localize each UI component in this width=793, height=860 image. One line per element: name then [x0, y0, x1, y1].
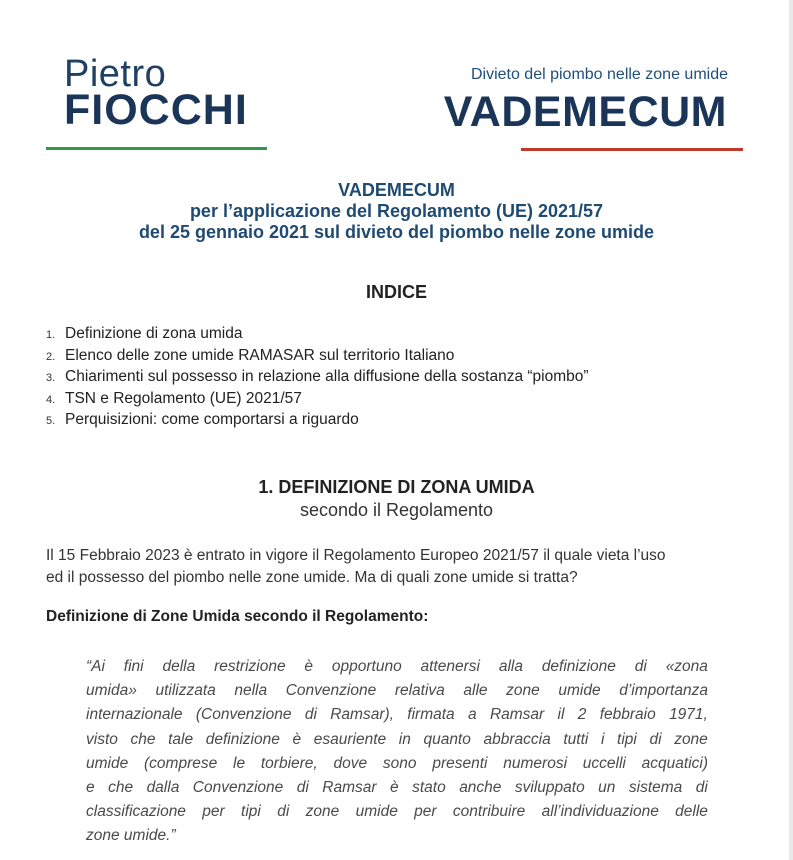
index-item	[46, 390, 589, 412]
index-item	[46, 368, 589, 390]
title-line-2: per l’applicazione del Regolamento (UE) 2021/57	[189, 201, 604, 221]
quote-word: abbraccia	[483, 730, 551, 748]
page-edge	[789, 0, 793, 860]
quote-word: fini	[123, 658, 144, 675]
quote-word: opportuno	[331, 658, 402, 675]
quote-line	[86, 703, 708, 727]
quote-word: numerosi	[503, 754, 568, 772]
index-item-label: Elenco delle zone umide RAMASAR sul territorio Italiano	[65, 346, 455, 364]
quote-line	[86, 679, 708, 703]
quote-word: anche	[459, 779, 502, 797]
quote-word: all’individuazione	[541, 803, 659, 821]
intro-paragraph	[46, 545, 756, 589]
definition-heading: Definizione di Zone Umida secondo il Regolamento:	[46, 608, 429, 625]
quote-word: tipi	[617, 730, 637, 748]
quote-word: per	[202, 803, 225, 821]
quote-word: Ramsar	[489, 706, 545, 724]
header-title: VADEMECUM	[443, 88, 727, 136]
quote-word: i	[600, 730, 605, 748]
quote-word: le	[233, 754, 246, 772]
quote-word: sistema	[628, 779, 683, 797]
quote-word: tutti	[563, 730, 589, 748]
quote-word: acquatici)	[641, 754, 708, 772]
quote-word: (comprese	[144, 754, 218, 772]
quote-word: classificazione	[86, 803, 186, 821]
quote-word: Ramsar),	[330, 706, 394, 724]
quote-word: esauriente	[313, 730, 387, 748]
quote-word: umide	[558, 682, 601, 700]
quote-word: presenti	[432, 754, 488, 772]
quote-word: umide	[355, 803, 398, 821]
quote-word: d’importanza	[619, 682, 708, 700]
index-item-number: 3.	[46, 372, 56, 384]
quote-word: tale	[168, 730, 194, 748]
quote-word: attenersi	[420, 658, 480, 675]
quote-word: a	[468, 706, 477, 724]
quote-word: dalla	[146, 779, 180, 797]
quote-word: in	[398, 730, 411, 748]
quote-word: alle	[463, 682, 488, 700]
quote-word: Convenzione	[192, 779, 284, 797]
section-subtitle: secondo il Regolamento	[299, 500, 494, 520]
quote-word: alla	[498, 658, 523, 675]
quote-word: delle	[675, 803, 708, 821]
quote-word: di	[277, 803, 290, 821]
quote-word: è	[390, 779, 399, 797]
quote-word: febbraio	[599, 706, 656, 724]
quote-line	[86, 800, 708, 824]
quote-line: zone umide.”	[86, 827, 176, 845]
quote-line	[86, 655, 708, 679]
quote-word: Convenzione	[285, 682, 377, 700]
quote-word: che	[108, 779, 134, 797]
index-item-number: 4.	[46, 393, 56, 406]
logo-last-name: FIOCCHI	[64, 86, 248, 134]
title-line-3: del 25 gennaio 2021 sul divieto del piombo nelle zone umide	[138, 222, 655, 242]
green-rule	[46, 147, 267, 150]
quote-word: (Convenzione	[195, 706, 292, 724]
quote-word: uccelli	[582, 754, 626, 772]
red-rule	[521, 148, 743, 151]
section-title: 1. DEFINIZIONE DI ZONA UMIDA	[258, 477, 535, 497]
title-line-1: VADEMECUM	[338, 180, 455, 200]
quote-word: sono	[382, 754, 417, 772]
index-item-number: 2.	[46, 350, 56, 363]
quote-line	[86, 752, 708, 776]
quote-word: di	[634, 658, 647, 675]
quote-word: un	[598, 779, 616, 797]
quote-word: tipi	[241, 803, 261, 821]
index-item-number: 5.	[46, 415, 56, 427]
quote-word: contribuire	[452, 803, 526, 821]
quote-word: internazionale	[86, 706, 183, 724]
quote-word: umida»	[86, 682, 137, 700]
quote-word: “Ai	[86, 658, 105, 675]
quote-word: visto	[86, 730, 118, 748]
document-title	[0, 180, 793, 243]
paragraph-line: Il 15 Febbraio 2023 è entrato in vigore il Regolamento Europeo 2021/57 il quale vieta l’uso	[46, 547, 666, 564]
quote-word: «zona	[665, 658, 708, 675]
paragraph-line: ed il possesso del piombo nelle zone umide. Ma di quali zone umide si tratta?	[46, 569, 578, 586]
quote-word: relativa	[394, 682, 445, 700]
quote-word: il	[557, 706, 565, 724]
quote-word: restrizione	[214, 658, 286, 675]
index-item-number: 1.	[46, 329, 56, 341]
quote-word: di	[304, 706, 317, 724]
quote-word: dove	[333, 754, 368, 772]
header-subtitle: Divieto del piombo nelle zone umide	[470, 66, 728, 83]
regulation-quote	[86, 655, 708, 849]
quote-word: di	[649, 730, 662, 748]
quote-word: è	[304, 658, 314, 675]
quote-word: per	[414, 803, 437, 821]
quote-word: utilizzata	[155, 682, 216, 700]
quote-word: definizione	[541, 658, 616, 675]
quote-word: 1971,	[669, 706, 708, 724]
quote-word: della	[162, 658, 196, 675]
quote-word: è	[292, 730, 302, 748]
quote-word: quanto	[423, 730, 471, 748]
index-list	[46, 325, 589, 433]
quote-line	[86, 776, 708, 800]
quote-word: torbiere,	[260, 754, 318, 772]
quote-word: Ramsar	[322, 779, 377, 797]
quote-word: zone	[305, 803, 340, 821]
index-item-label: Definizione di zona umida	[65, 325, 243, 342]
quote-word: umide	[86, 754, 129, 772]
quote-word: zone	[674, 730, 708, 748]
index-item	[46, 325, 589, 347]
quote-line	[86, 728, 708, 752]
index-item-label: Perquisizioni: come comportarsi a riguardo	[65, 411, 359, 428]
quote-word: stato	[412, 779, 446, 797]
logo-first-name: Pietro	[64, 53, 167, 95]
quote-word: di	[695, 779, 708, 797]
index-item-label: TSN e Regolamento (UE) 2021/57	[65, 389, 302, 407]
index-item-label: Chiarimenti sul possesso in relazione alla diffusione della sostanza “piombo”	[65, 368, 589, 385]
quote-word: firmata	[407, 706, 455, 724]
quote-word: 2	[577, 706, 587, 724]
quote-word: e	[86, 779, 95, 797]
quote-word: che	[130, 730, 156, 748]
quote-word: nella	[234, 682, 268, 700]
quote-word: zone	[506, 682, 540, 700]
quote-word: definizione	[205, 730, 280, 748]
quote-word: di	[296, 779, 309, 797]
index-item	[46, 347, 589, 369]
index-item	[46, 411, 589, 433]
index-heading: INDICE	[365, 282, 427, 302]
quote-word: sviluppato	[514, 779, 585, 797]
